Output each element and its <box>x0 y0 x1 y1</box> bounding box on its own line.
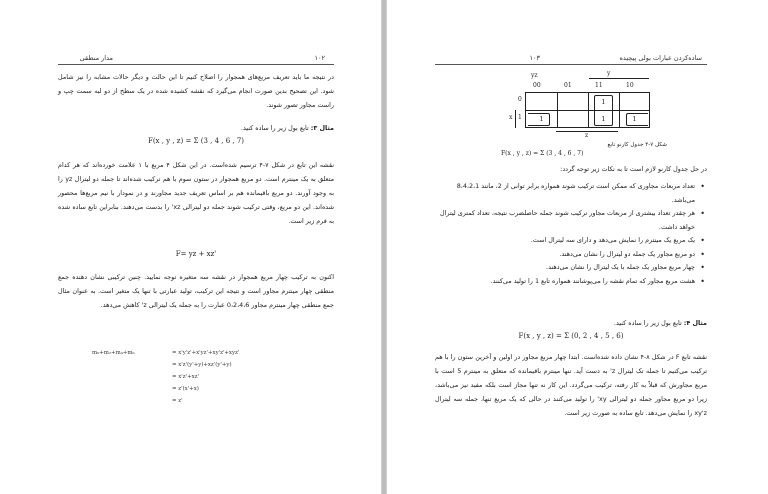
equation-1: F(x , y , z) = Σ (3 , 4 , 6 , 7) <box>147 137 245 145</box>
kmap-cell-0-00 <box>526 93 557 111</box>
example-3-label: مثال ۳: <box>310 124 334 132</box>
kmap-cell-0-10 <box>619 93 650 111</box>
right-para-last: نقشه تابع F در شکل ۸-۴ نشان داده شده‌است. ابتدا چهار مربع مجاور در اولین و آخرین ستون را با هم ترکیب می‌کنیم تا جمله تک لیترال z' به دست آید. تنها مینترم باقیمانده که متعلق به مینترم 5 است با مربع مجاورش که قبلاً به کار رفته، ترکیب می‌گردد. این کار نه تنها مجاز است بلکه مفید نیز می‌باشد، زیرا دو مربع مجاور جمله دو لیترالی xy' را تولید می‌کنند در حالی که یک مربع تنها، جمله سه لیترال xy'z را نمایش می‌دهد. تابع ساده به صورت زیر است. <box>435 353 708 417</box>
rule-item-1: • تعداد مربعات مجاوری که ممکن است ترکیب شوند همواره برابر توانی از 2، مانند 8،4،2،1 می‌باشد. <box>435 180 707 207</box>
kmap-x-bracket <box>515 110 516 128</box>
karnaugh-map <box>501 70 671 158</box>
derivation-step-5: = z' <box>172 398 183 404</box>
kmap-cell-1-01 <box>557 110 588 128</box>
kmap-cell-0-11: 1 <box>601 98 606 106</box>
rule-item-6: • هشت مربع مجاور که تمام نقشه را می‌پوشانند همواره تابع 1 را تولید می‌کنند. <box>435 275 707 289</box>
rule-item-4: • دو مربع مجاور یک جمله دو لیترال را نشان می‌دهند. <box>435 248 707 262</box>
equation-2: F= yz + xz' <box>175 250 217 258</box>
right-page <box>386 0 768 494</box>
example-4-text: تابع بول زیر را ساده کنید. <box>613 319 684 327</box>
right-page-chapter: ساده‌کردن عبارات بولی پیچیده <box>619 54 702 62</box>
kmap-loop-yz <box>594 95 613 126</box>
kmap-loop-xz-right <box>626 113 648 126</box>
left-para-3: اکنون به ترکیب چهار مربع همجوار در نقشه سه متغیره توجه نمایید. چنین ترکیبی نشان دهنده جمع منطقی چهار مینترم مجاور است و نتیجه این ترکیب، تولید عبارتی با تنها یک متغیر است. به عنوان مثال جمع منطقی چهار مینترم مجاور 0،2،4،6 عبارت را به جمله یک لیترالی z' کاهش می‌دهد. <box>58 273 334 309</box>
rule-item-3: • یک مربع یک مینترم را نمایش می‌دهد و دارای سه لیترال است. <box>435 234 707 248</box>
example-4 <box>435 316 707 330</box>
kmap-col-10: 10 <box>626 82 634 89</box>
equation-3: F(x , y , z) = Σ (0, 2 , 4 , 5 , 6) <box>518 332 624 340</box>
kmap-x-label: x <box>509 114 513 121</box>
kmap-y-label: y <box>607 70 611 77</box>
derivation-step-1: = x'y'z'+x'yz'+xy'z'+xyz' <box>172 350 240 356</box>
right-intro: در حل جدول کارنو لازم است تا به نکات زیر توجه گردد: <box>560 165 707 173</box>
kmap-row-0: 0 <box>518 96 522 103</box>
kmap-cell-1-11: 1 <box>601 115 606 123</box>
right-header-rule <box>435 64 707 65</box>
kmap-cell-0-01 <box>557 93 588 111</box>
right-page-number: ۱۰۳ <box>529 54 540 62</box>
kmap-col-01: 01 <box>564 82 572 89</box>
kmap-col-00: 00 <box>533 82 541 89</box>
example-3 <box>58 121 334 135</box>
kmap-grid <box>525 92 650 128</box>
left-page-number: ۱۰۲ <box>314 54 325 62</box>
derivation-step-3: = x'z'+xz' <box>172 374 199 380</box>
minterm-derivation <box>92 350 239 410</box>
example-3-text: تابع بول زیر را ساده کنید. <box>240 124 311 132</box>
kmap-z-label: z <box>585 132 589 139</box>
left-para-2: نقشه این تابع در شکل ۷-۴ ترسیم شده‌است. در این شکل ۴ مربع با ۱ علامت خورده‌اند که هر کدام متعلق به یک مینترم است. دو مربع همجوار در ستون سوم با هم ترکیب شده‌اند تا جمله دو لیترال yz را به وجود آورند. دو مربع باقیمانده هم بر اساس تعریف جدید مجاورند و در نمودار با نیم مربع‌ها محصور شده‌اند. این دو مربع، وقتی ترکیب شوند جمله دو لیترالی xz' را بدست می‌دهند. بنابراین تابع ساده شده به فرم زیر است. <box>58 161 334 225</box>
kmap-cell-1-10: 1 <box>632 115 637 123</box>
kmap-y-bracket <box>589 78 649 79</box>
kmap-col-11: 11 <box>595 82 603 89</box>
rules-list <box>435 180 707 288</box>
example-4-label: مثال ۴: <box>683 319 707 327</box>
kmap-loop-xz-left <box>528 113 550 126</box>
kmap-row-1: 1 <box>518 114 522 121</box>
left-page-chapter: مدار منطقی <box>79 54 113 62</box>
left-para-1: در نتیجه ما باید تعریف مربع‌های همجوار را اصلاح کنیم تا این حالت و دیگر حالات مشابه را نیز شامل شود. این تصحیح بدین صورت انجام می‌گیرد که نقشه کشیده شده در یک سطح از دو لبه سمت چپ و راست مجاور تصور شوند. <box>58 73 334 109</box>
kmap-caption-title: شکل ۷-۴ جدول کارنو تابع <box>607 142 667 148</box>
left-header-rule <box>58 64 334 65</box>
derivation-step-2: = x'z'(y'+y)+xz'(y'+y) <box>172 362 232 368</box>
rule-item-5: • چهار مربع مجاور یک جمله با یک لیترال را نشان می‌دهند. <box>435 261 707 275</box>
left-page <box>0 0 382 494</box>
derivation-lhs: m₀+m₂+m₄+m₆ <box>92 350 135 356</box>
kmap-cell-1-00: 1 <box>539 115 544 123</box>
derivation-step-4: = z'(x'+x) <box>172 386 199 392</box>
rule-item-2: • هر چقدر تعداد بیشتری از مربعات مجاور ترکیب شوند جمله حاصلضرب نتیجه، تعداد کمتری لیترال خواهد داشت. <box>435 207 707 234</box>
kmap-caption-equation: F(x , y , z) = Σ (3 , 4 , 6 , 7) <box>501 150 584 157</box>
kmap-yz-label: yz <box>531 72 538 79</box>
